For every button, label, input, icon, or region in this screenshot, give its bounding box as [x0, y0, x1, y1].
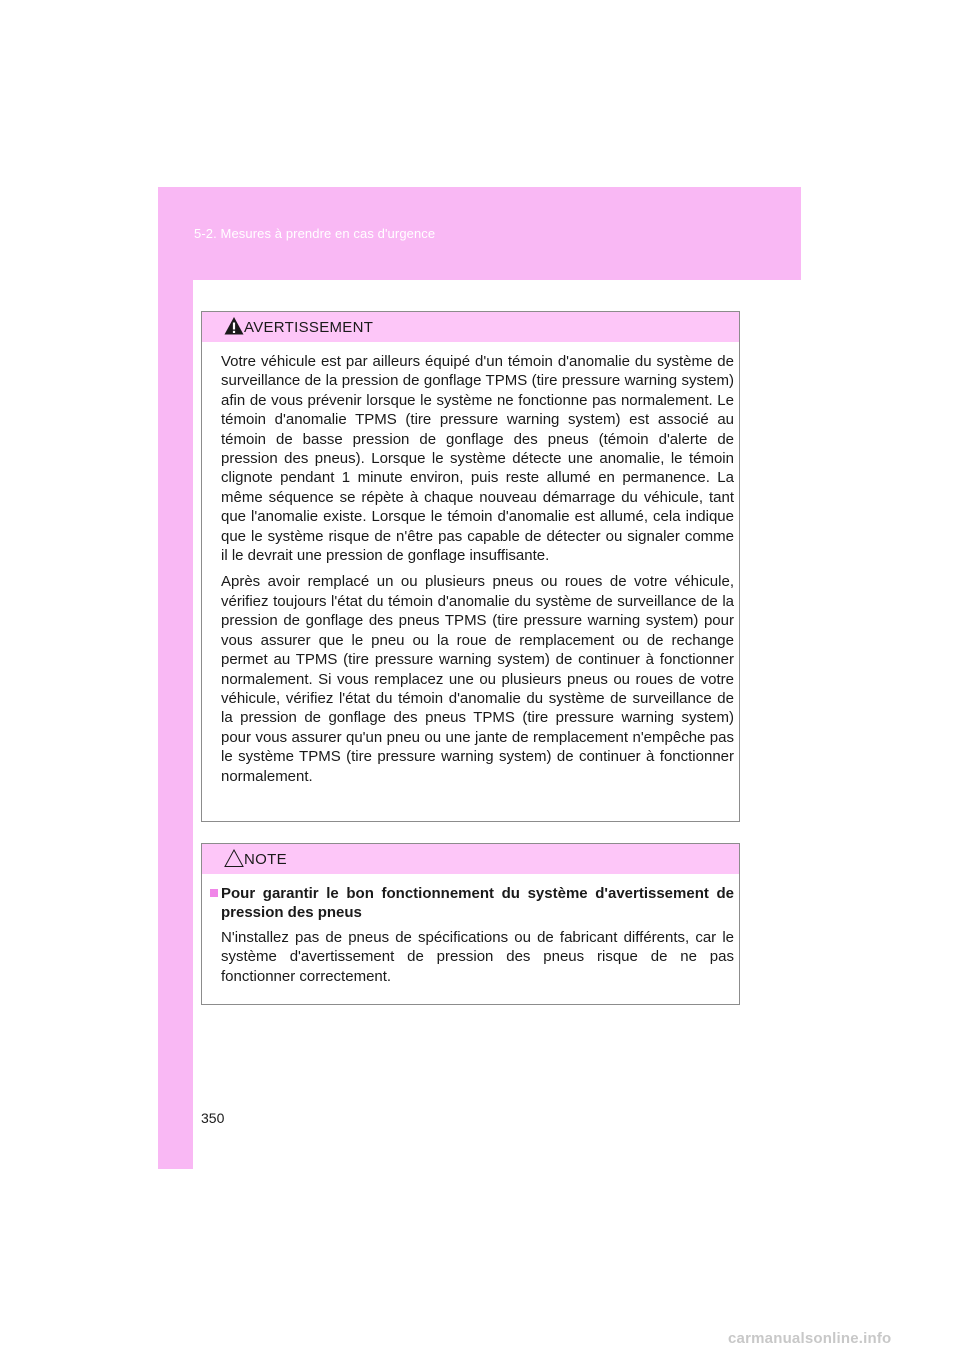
note-paragraph: N'installez pas de pneus de spécifications ou de fabricant différents, car le système d'avertissement de pression des pneus risque de ne pas fonctionner correctement.: [221, 928, 734, 985]
note-title: NOTE: [244, 851, 287, 868]
note-item: [210, 884, 734, 986]
warning-triangle-outline-icon: [224, 848, 244, 868]
square-bullet-icon: [210, 889, 218, 897]
side-tab-strip: [158, 280, 193, 1169]
warning-box: [201, 311, 740, 822]
warning-triangle-filled-icon: [224, 316, 244, 336]
note-box-header: [202, 844, 739, 874]
warning-title: AVERTISSEMENT: [244, 319, 374, 336]
section-header: 5-2. Mesures à prendre en cas d'urgence: [194, 226, 436, 241]
note-heading: Pour garantir le bon fonctionnement du système d'avertissement de pression des pneus: [221, 885, 734, 922]
note-body: [202, 874, 739, 986]
watermark: carmanualsonline.info: [728, 1330, 892, 1347]
warning-paragraph: Après avoir remplacé un ou plusieurs pneus ou roues de votre véhicule, vérifiez toujours l'état du témoin d'anomalie du système de surveillance de la pression de gonflage des pneus TPMS (tire pressure warning system) pour vous assurer que le pneu ou la roue de remplacement ou de rechange permet au TPMS (tire pressure warning system) de continuer à fonctionner normalement. Si vous remplacez une ou plusieurs pneus ou roues de votre véhicule, vérifiez l'état du témoin d'anomalie du système de surveillance de la pression de gonflage des pneus TPMS (tire pressure warning system) pour vous assurer qu'un pneu ou une jante de remplacement n'empêche pas le système TPMS (tire pressure warning system) de continuer à fonctionner normalement.: [221, 573, 734, 785]
warning-box-header: [202, 312, 739, 342]
warning-body: [202, 342, 739, 786]
warning-paragraph: Votre véhicule est par ailleurs équipé d'un témoin d'anomalie du système de surveillance de la pression de gonflage TPMS (tire pressure warning system) afin de vous prévenir lorsque le système ne fonctionne pas normalement. Le témoin d'anomalie TPMS (tire pressure warning system) est associé au témoin de basse pression de gonflage des pneus (témoin d'alerte de pression des pneus). Lorsque le système détecte une anomalie, le témoin clignote pendant 1 minute environ, puis reste allumé en permanence. La même séquence se répète à chaque nouveau démarrage du véhicule, tant que l'anomalie existe. Lorsque le témoin d'anomalie est allumé, cela indique que le système risque de n'être pas capable de détecter ou signaler comme il le devrait une pression de gonflage insuffisante.: [221, 353, 734, 565]
page-number: 350: [201, 1110, 225, 1126]
note-box: [201, 843, 740, 1005]
